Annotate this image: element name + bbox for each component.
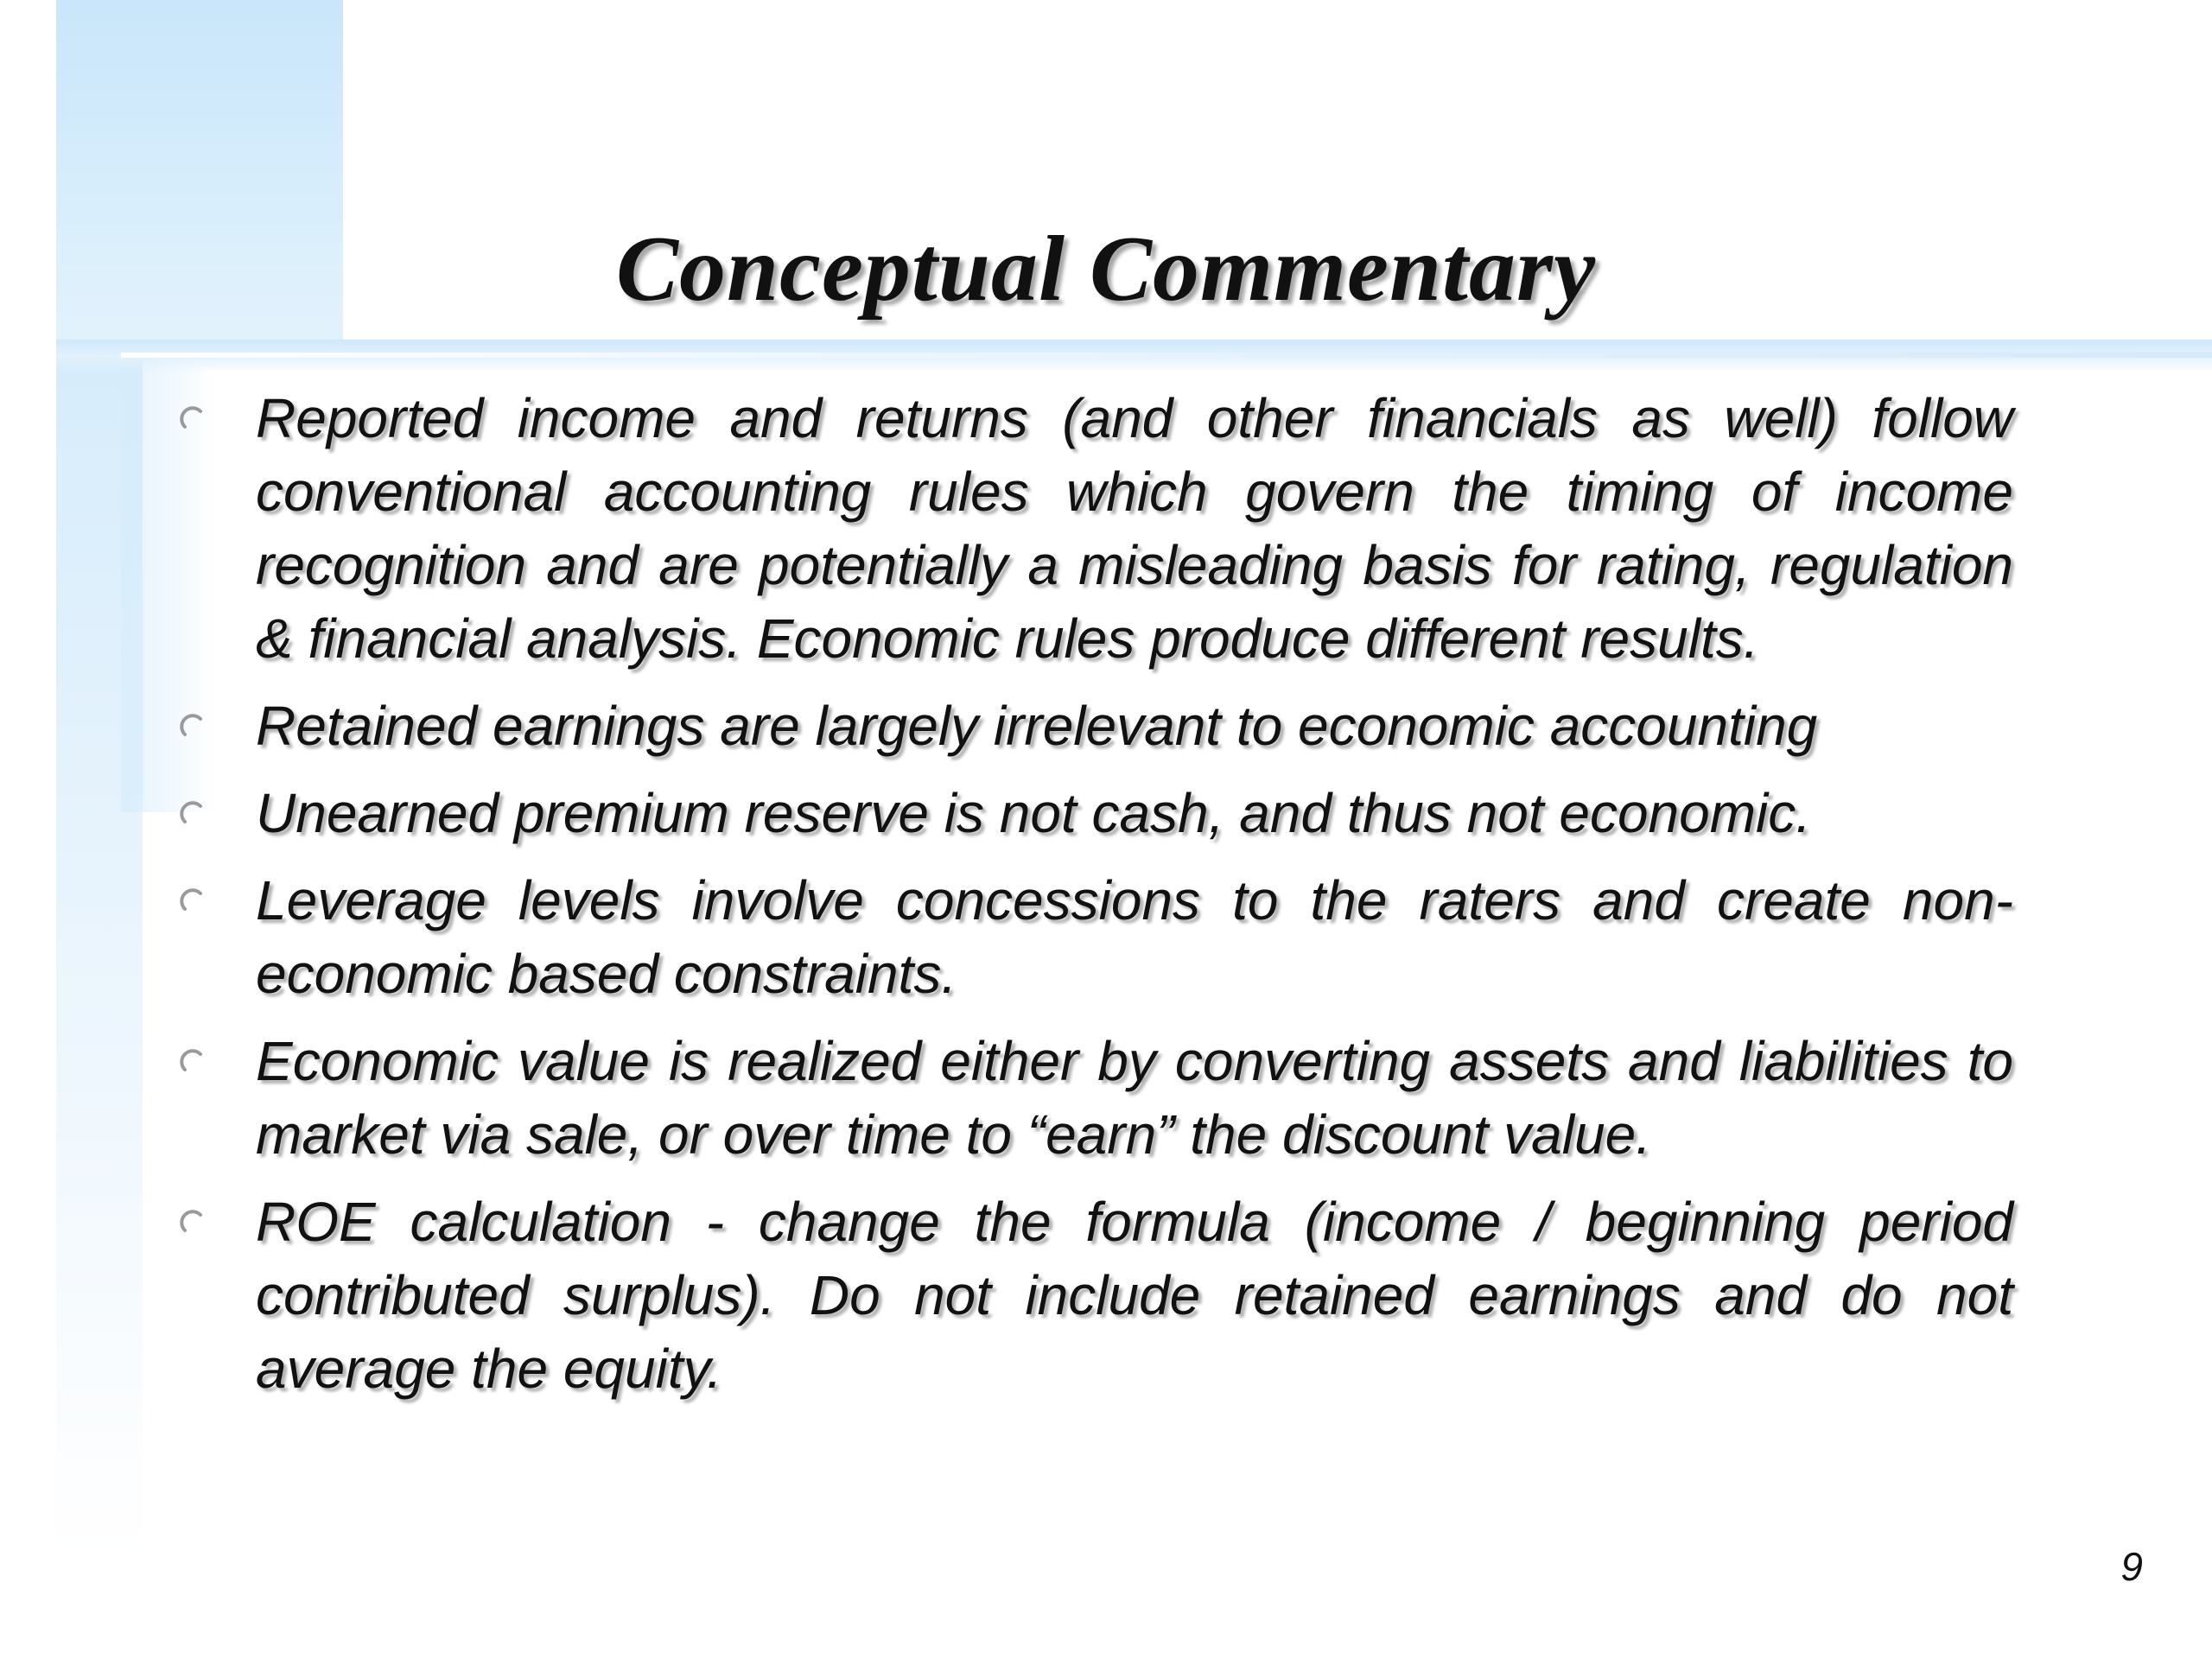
bullet-item [173, 864, 2013, 1011]
bullet-item [173, 382, 2013, 676]
bullet-item [173, 690, 2013, 763]
bullet-text: Reported income and returns (and other financials as well) follow conventional accounting rules which govern the timing of income recognition and are potentially a misleading basis for rating, regulation & financial analysis. Economic rules produce different results. [256, 387, 2013, 670]
bullet-item [173, 1025, 2013, 1172]
bullet-item [173, 1185, 2013, 1406]
slide-title: Conceptual Commentary [615, 218, 1597, 321]
bullet-text: Leverage levels involve concessions to the raters and create non-economic based constraints. [256, 869, 2013, 1005]
bullet-text: ROE calculation - change the formula (income / beginning period contributed surplus). Do not include retained earnings and do not average the equity. [256, 1191, 2013, 1400]
open-circle-bullet-icon [180, 406, 206, 432]
bullet-item [173, 777, 2013, 850]
bullet-text: Unearned premium reserve is not cash, and thus not economic. [256, 782, 1812, 844]
bullet-list [173, 382, 2013, 1420]
bullet-text: Retained earnings are largely irrelevant to economic accounting [256, 695, 1818, 757]
open-circle-bullet-icon [180, 714, 206, 740]
open-circle-bullet-icon [180, 801, 206, 827]
open-circle-bullet-icon [180, 1210, 206, 1236]
page-number: 9 [2120, 1544, 2143, 1589]
decorative-header-rule-line [121, 353, 2212, 358]
open-circle-bullet-icon [180, 888, 206, 914]
bullet-text: Economic value is realized either by converting assets and liabilities to market via sale, or over time to “earn” the discount value. [256, 1030, 2013, 1166]
open-circle-bullet-icon [180, 1049, 206, 1075]
